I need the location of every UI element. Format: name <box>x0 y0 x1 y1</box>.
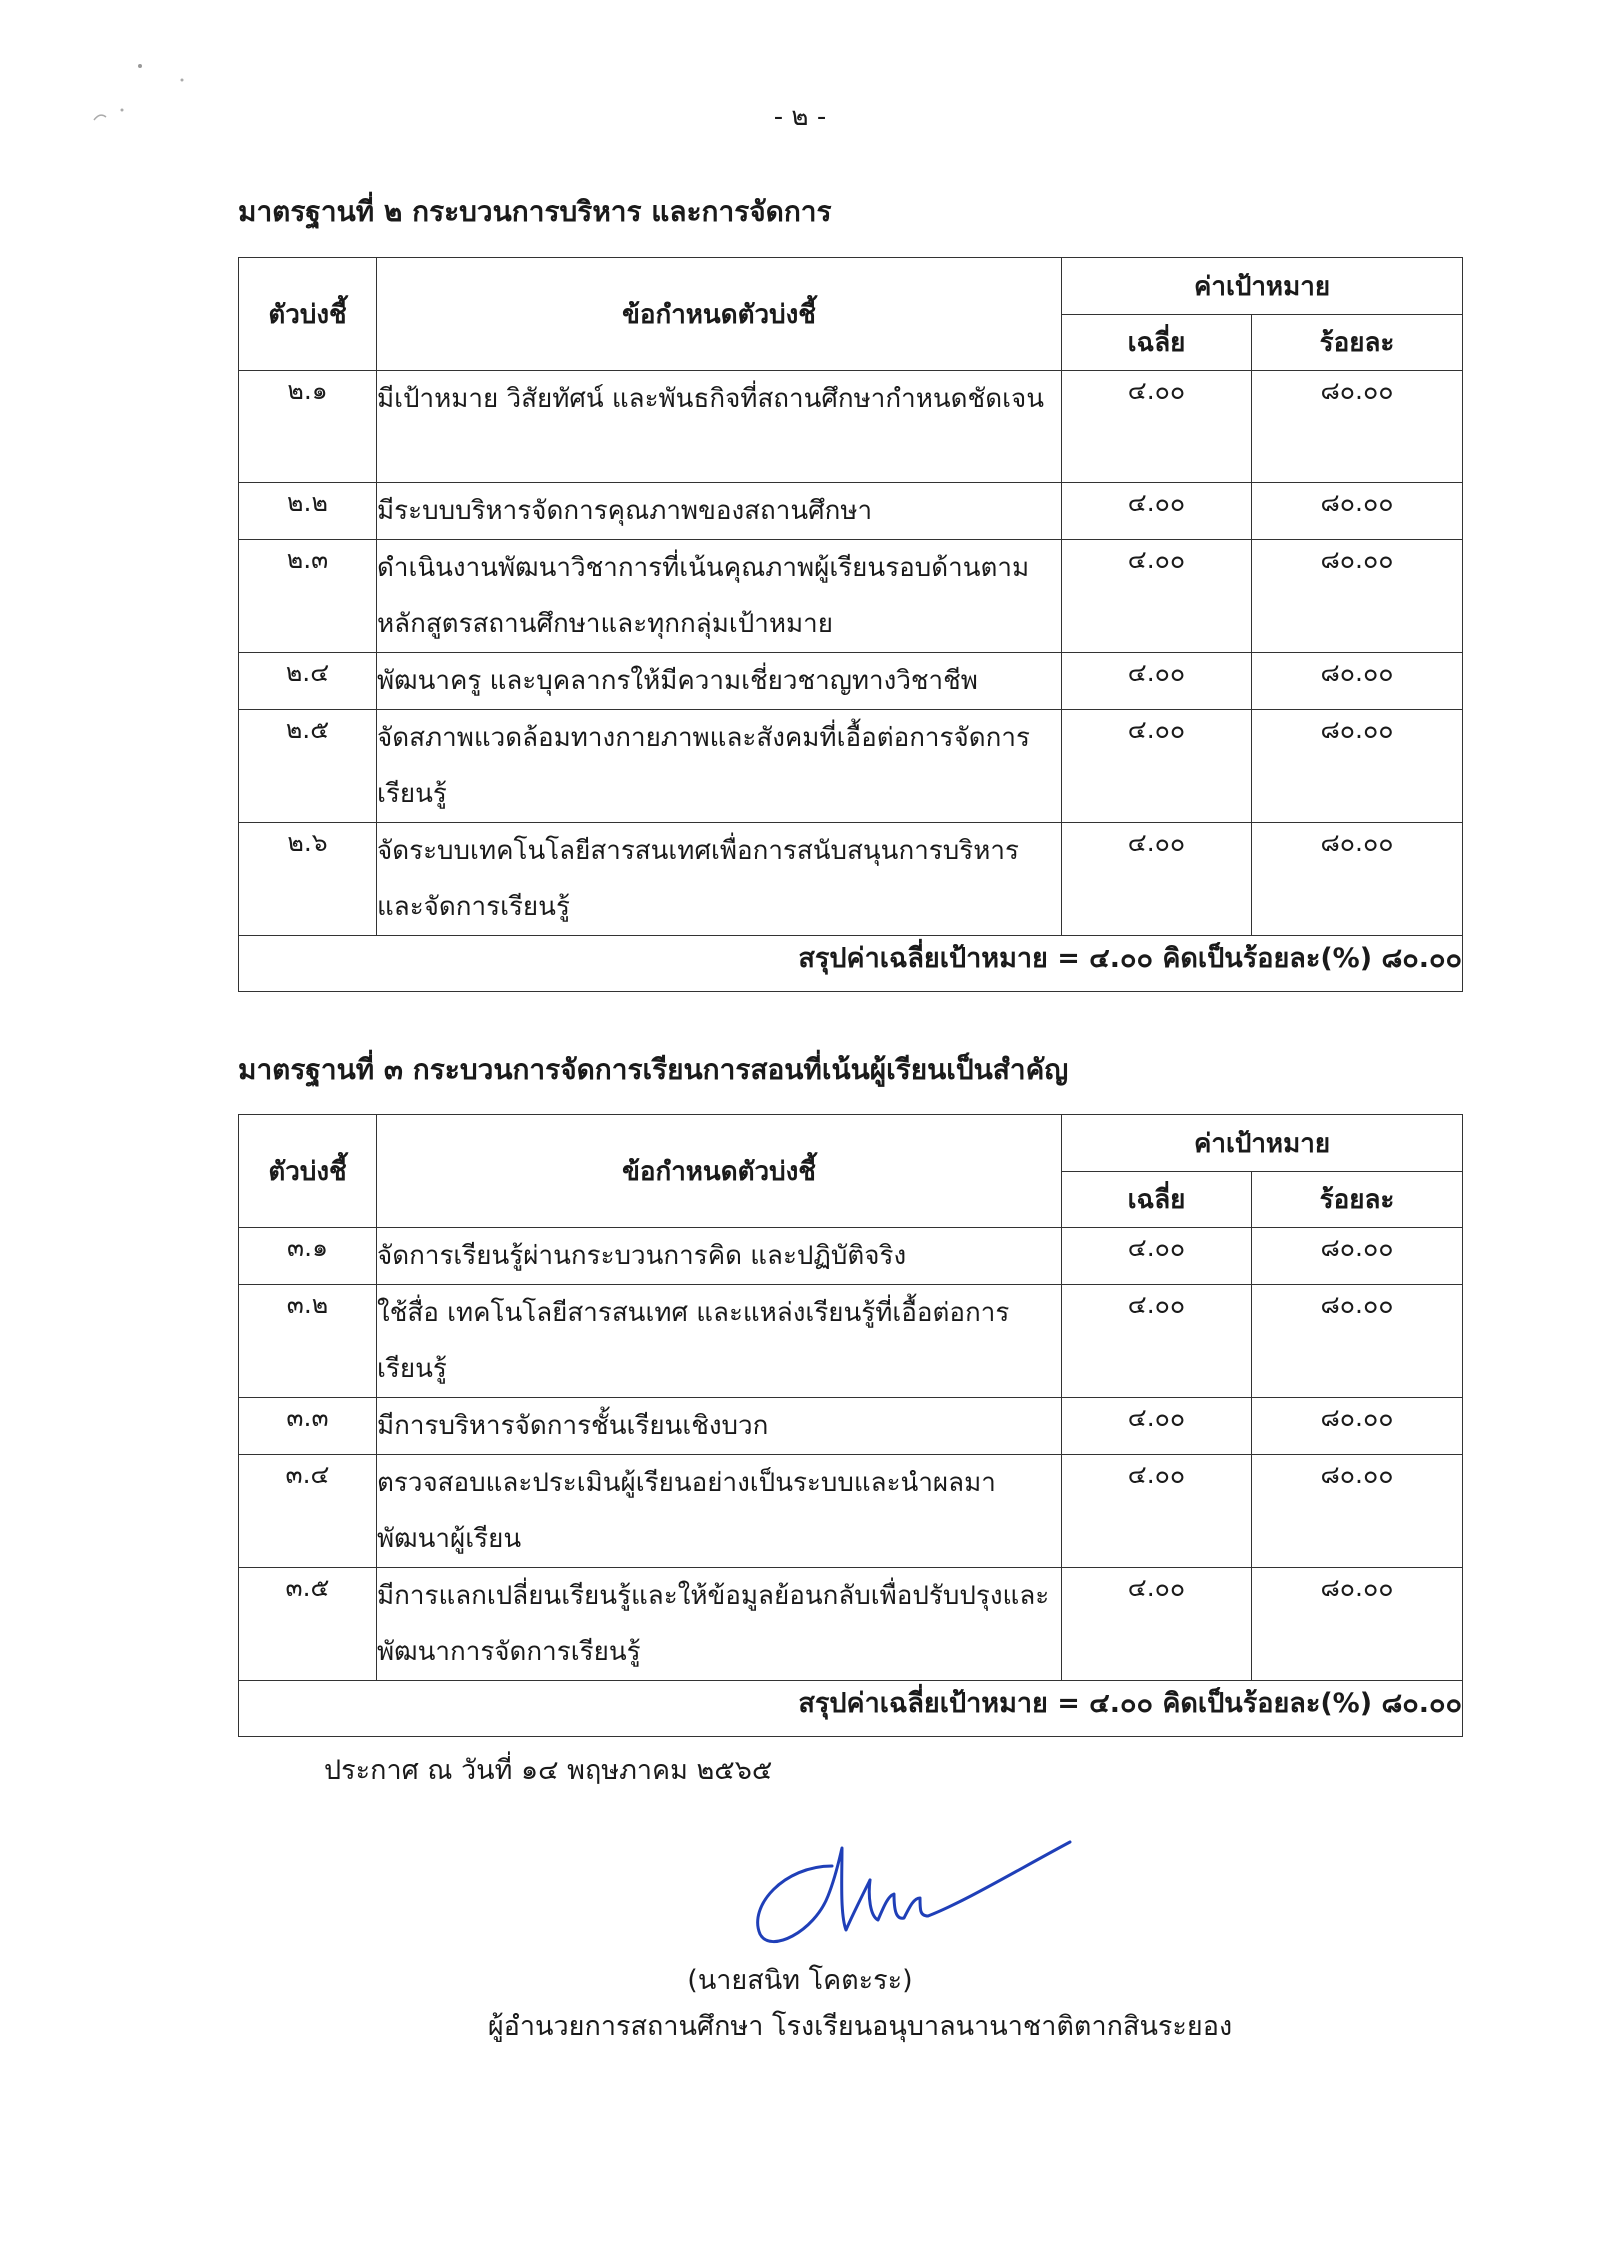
standard-2-table <box>238 257 1463 992</box>
indicator-spec: พัฒนาครู และบุคลากรให้มีความเชี่ยวชาญทางวิชาชีพ <box>377 653 1062 710</box>
target-average: ๔.๐๐ <box>1062 1398 1252 1455</box>
table-row <box>239 653 1463 710</box>
target-percent: ๘๐.๐๐ <box>1252 371 1463 483</box>
indicator-code: ๒.๕ <box>239 710 377 823</box>
target-percent: ๘๐.๐๐ <box>1252 823 1463 936</box>
indicator-spec: ใช้สื่อ เทคโนโลยีสารสนเทศ และแหล่งเรียนรู้ที่เอื้อต่อการเรียนรู้ <box>377 1285 1062 1398</box>
target-percent: ๘๐.๐๐ <box>1252 540 1463 653</box>
header-indicator: ตัวบ่งชี้ <box>239 258 377 371</box>
table-row <box>239 710 1463 823</box>
summary-row <box>239 1681 1463 1737</box>
table-row <box>239 483 1463 540</box>
table-row <box>239 540 1463 653</box>
target-average: ๔.๐๐ <box>1062 1568 1252 1681</box>
signer-name: (นายสนิท โคตะระ) <box>687 1965 913 1996</box>
signature <box>744 1836 1074 1948</box>
header-indicator: ตัวบ่งชี้ <box>239 1115 377 1228</box>
indicator-code: ๓.๕ <box>239 1568 377 1681</box>
indicator-code: ๓.๑ <box>239 1228 377 1285</box>
header-percent: ร้อยละ <box>1252 1172 1463 1228</box>
indicator-spec: มีการบริหารจัดการชั้นเรียนเชิงบวก <box>377 1398 1062 1455</box>
table-row <box>239 823 1463 936</box>
target-percent: ๘๐.๐๐ <box>1252 1398 1463 1455</box>
table-row <box>239 371 1463 483</box>
header-target: ค่าเป้าหมาย <box>1062 1115 1463 1172</box>
target-average: ๔.๐๐ <box>1062 823 1252 936</box>
target-average: ๔.๐๐ <box>1062 1455 1252 1568</box>
summary-row <box>239 936 1463 992</box>
indicator-spec: มีเป้าหมาย วิสัยทัศน์ และพันธกิจที่สถานศึกษากำหนดชัดเจน <box>377 371 1062 483</box>
indicator-spec: มีการแลกเปลี่ยนเรียนรู้และให้ข้อมูลย้อนกลับเพื่อปรับปรุงและพัฒนาการจัดการเรียนรู้ <box>377 1568 1062 1681</box>
indicator-code: ๒.๑ <box>239 371 377 483</box>
announcement-date: ประกาศ ณ วันที่ ๑๔ พฤษภาคม ๒๕๖๕ <box>324 1755 773 1786</box>
target-percent: ๘๐.๐๐ <box>1252 1285 1463 1398</box>
signer-position: ผู้อำนวยการสถานศึกษา โรงเรียนอนุบาลนานาชาติตากสินระยอง <box>487 2011 1233 2042</box>
table-row <box>239 1455 1463 1568</box>
indicator-code: ๓.๒ <box>239 1285 377 1398</box>
target-percent: ๘๐.๐๐ <box>1252 1568 1463 1681</box>
target-average: ๔.๐๐ <box>1062 1285 1252 1398</box>
table-row <box>239 1228 1463 1285</box>
header-spec: ข้อกำหนดตัวบ่งชี้ <box>377 1115 1062 1228</box>
header-target: ค่าเป้าหมาย <box>1062 258 1463 315</box>
indicator-code: ๓.๔ <box>239 1455 377 1568</box>
target-percent: ๘๐.๐๐ <box>1252 1455 1463 1568</box>
page-number: - ๒ - <box>773 102 827 132</box>
target-average: ๔.๐๐ <box>1062 710 1252 823</box>
standard-3-table <box>238 1114 1463 1737</box>
target-percent: ๘๐.๐๐ <box>1252 483 1463 540</box>
target-average: ๔.๐๐ <box>1062 371 1252 483</box>
summary-text: สรุปค่าเฉลี่ยเป้าหมาย = ๔.๐๐ คิดเป็นร้อยละ(%) ๘๐.๐๐ <box>239 936 1463 992</box>
indicator-code: ๒.๒ <box>239 483 377 540</box>
indicator-spec: จัดการเรียนรู้ผ่านกระบวนการคิด และปฏิบัติจริง <box>377 1228 1062 1285</box>
indicator-code: ๒.๔ <box>239 653 377 710</box>
target-percent: ๘๐.๐๐ <box>1252 1228 1463 1285</box>
indicator-spec: ตรวจสอบและประเมินผู้เรียนอย่างเป็นระบบและนำผลมาพัฒนาผู้เรียน <box>377 1455 1062 1568</box>
indicator-code: ๒.๓ <box>239 540 377 653</box>
header-average: เฉลี่ย <box>1062 1172 1252 1228</box>
table-row <box>239 1568 1463 1681</box>
indicator-spec: ดำเนินงานพัฒนาวิชาการที่เน้นคุณภาพผู้เรียนรอบด้านตามหลักสูตรสถานศึกษาและทุกกลุ่มเป้าหมาย <box>377 540 1062 653</box>
target-average: ๔.๐๐ <box>1062 1228 1252 1285</box>
header-spec: ข้อกำหนดตัวบ่งชี้ <box>377 258 1062 371</box>
target-percent: ๘๐.๐๐ <box>1252 710 1463 823</box>
table-row <box>239 1398 1463 1455</box>
standard-3-title: มาตรฐานที่ ๓ กระบวนการจัดการเรียนการสอนที่เน้นผู้เรียนเป็นสำคัญ <box>238 1053 1069 1086</box>
indicator-spec: จัดระบบเทคโนโลยีสารสนเทศเพื่อการสนับสนุนการบริหารและจัดการเรียนรู้ <box>377 823 1062 936</box>
indicator-spec: จัดสภาพแวดล้อมทางกายภาพและสังคมที่เอื้อต่อการจัดการเรียนรู้ <box>377 710 1062 823</box>
indicator-code: ๓.๓ <box>239 1398 377 1455</box>
table-row <box>239 1285 1463 1398</box>
target-percent: ๘๐.๐๐ <box>1252 653 1463 710</box>
indicator-code: ๒.๖ <box>239 823 377 936</box>
scan-specks <box>84 58 194 128</box>
header-average: เฉลี่ย <box>1062 315 1252 371</box>
target-average: ๔.๐๐ <box>1062 540 1252 653</box>
target-average: ๔.๐๐ <box>1062 483 1252 540</box>
summary-text: สรุปค่าเฉลี่ยเป้าหมาย = ๔.๐๐ คิดเป็นร้อยละ(%) ๘๐.๐๐ <box>239 1681 1463 1737</box>
target-average: ๔.๐๐ <box>1062 653 1252 710</box>
header-percent: ร้อยละ <box>1252 315 1463 371</box>
standard-2-title: มาตรฐานที่ ๒ กระบวนการบริหาร และการจัดการ <box>238 195 832 228</box>
indicator-spec: มีระบบบริหารจัดการคุณภาพของสถานศึกษา <box>377 483 1062 540</box>
